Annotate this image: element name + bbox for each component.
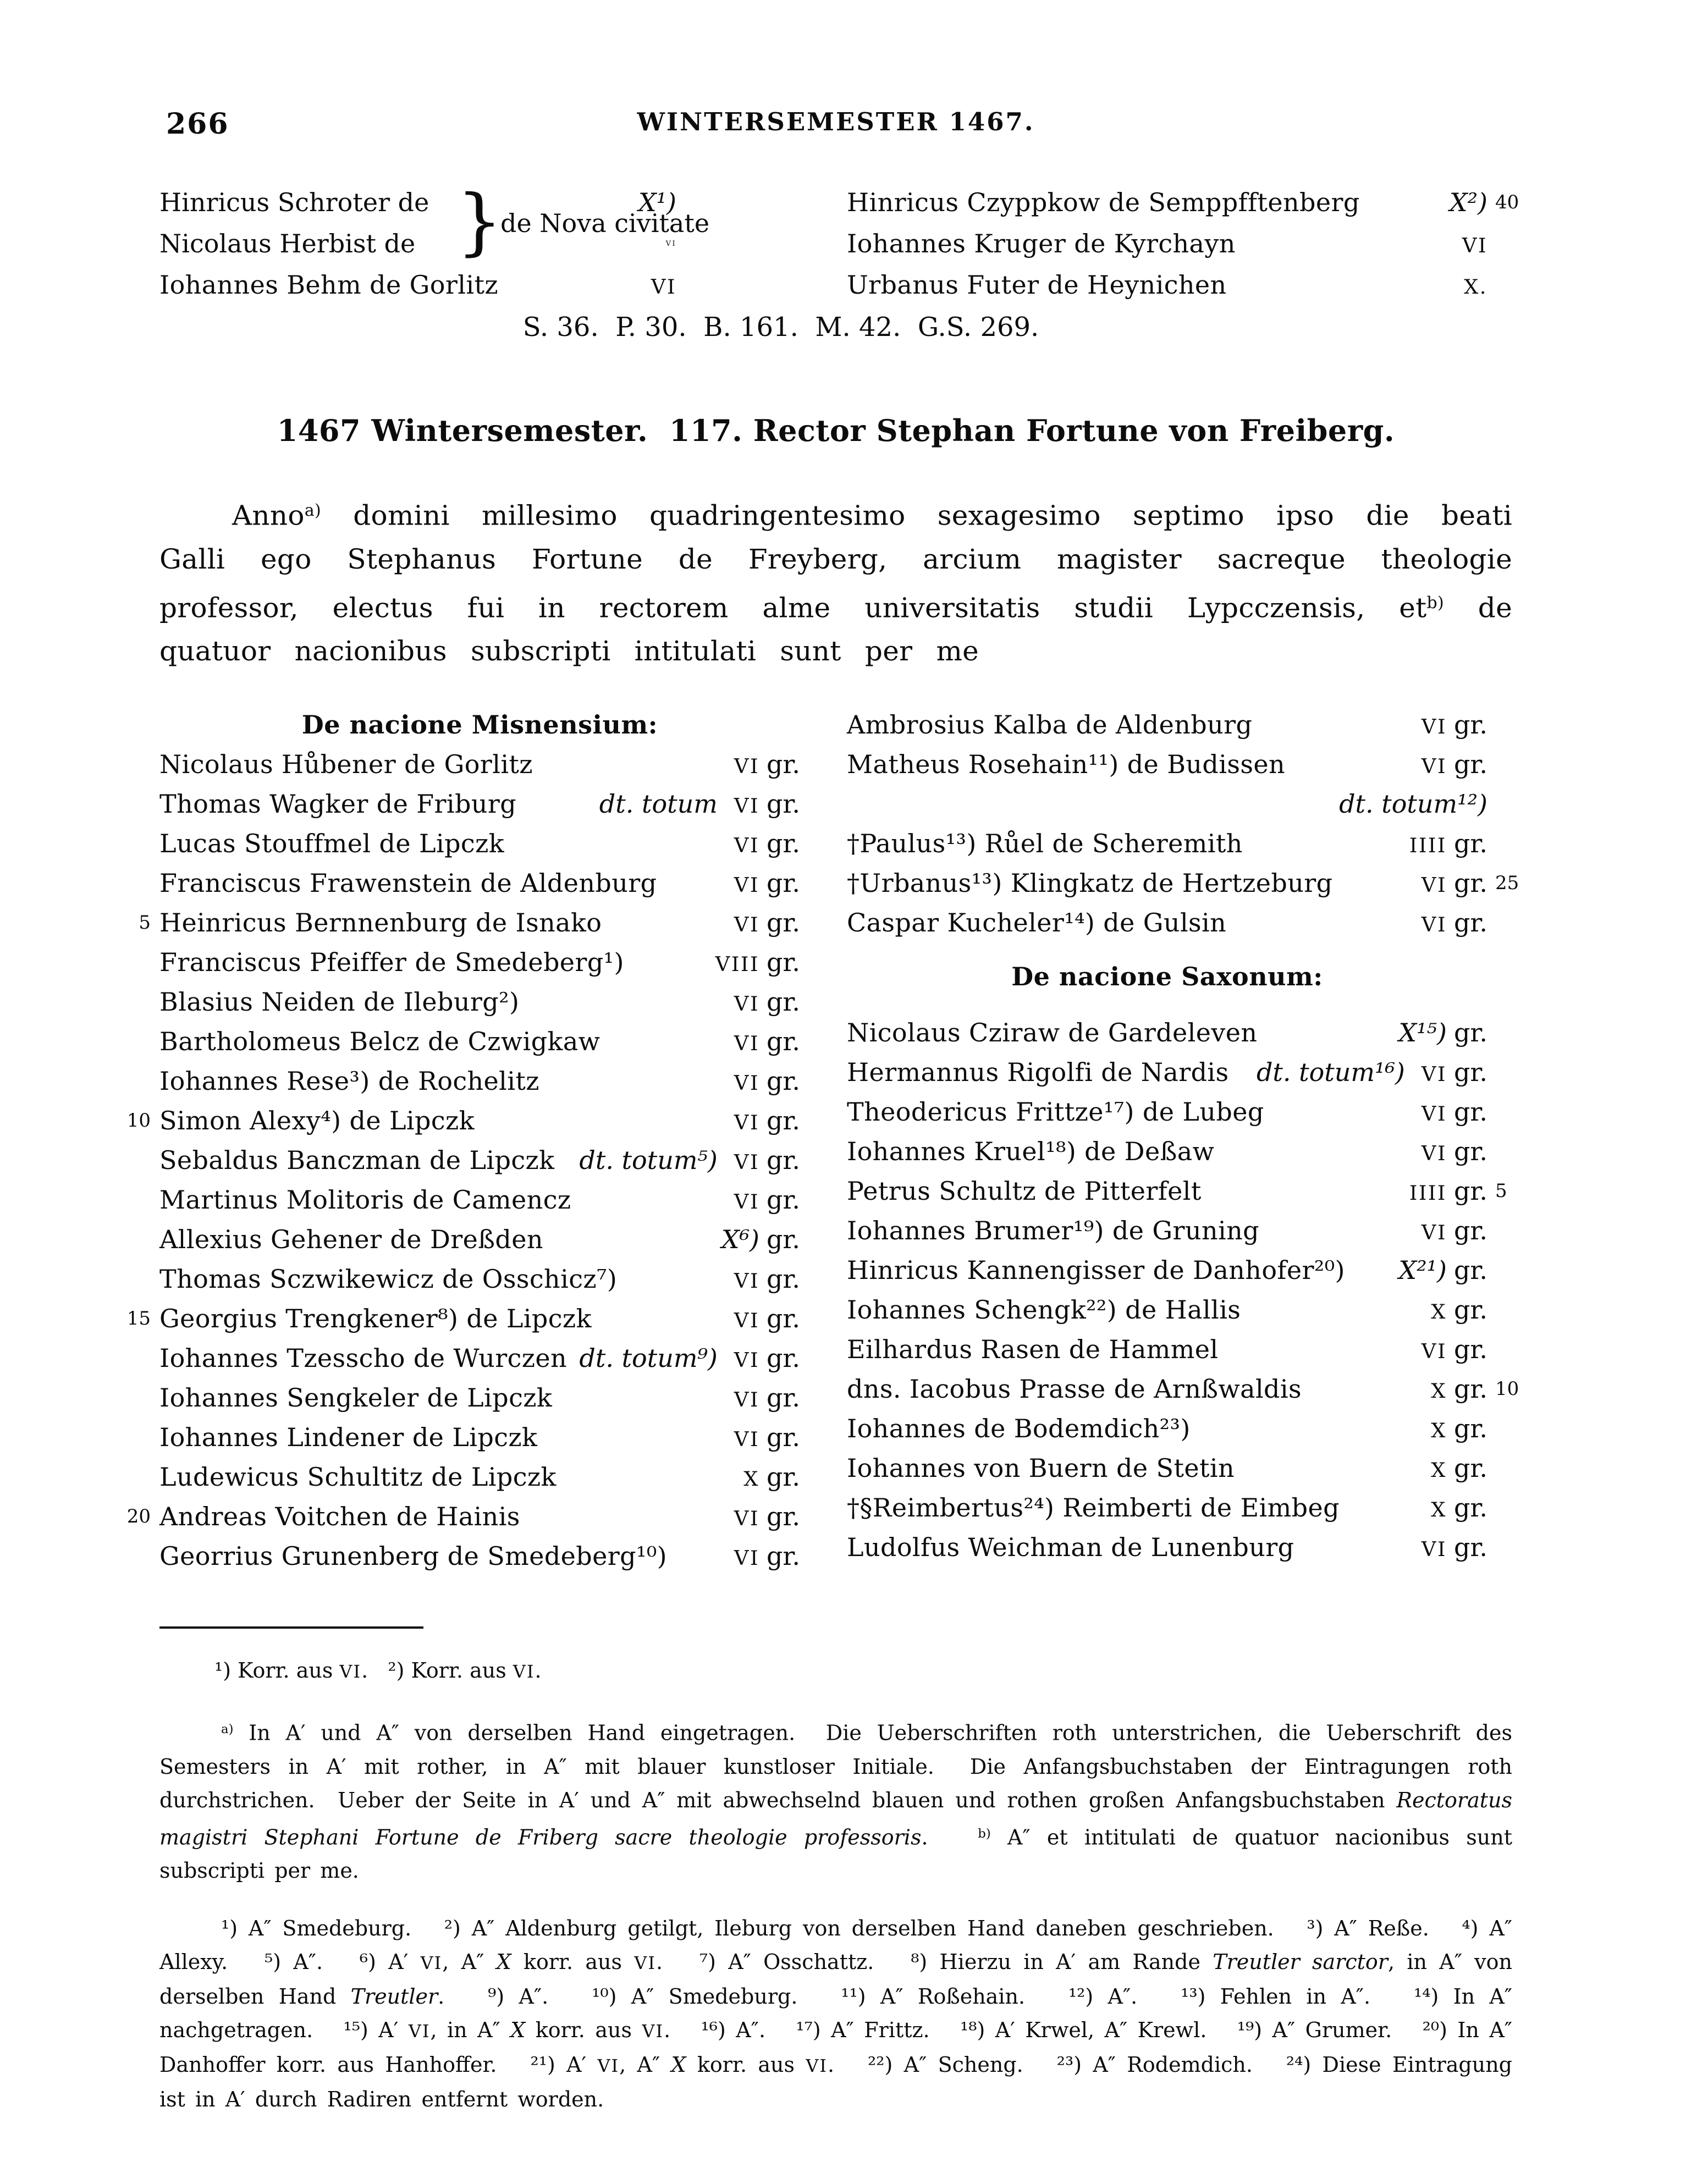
- payment-note: dt. totum⁵): [579, 1145, 718, 1175]
- margin-line-number: 15: [126, 1308, 151, 1330]
- register-entry: [847, 1409, 1487, 1448]
- margin-line-number: 10: [126, 1110, 151, 1132]
- register-entry: [159, 863, 800, 903]
- amount-unit: gr.: [766, 1027, 800, 1056]
- amount-unit: gr.: [766, 987, 800, 1017]
- register-entry: [847, 182, 1519, 223]
- margin-line-number: 25: [1495, 872, 1519, 894]
- amount-roman-numeral: VI: [734, 1546, 759, 1570]
- footnote-separator-rule: [159, 1626, 423, 1629]
- text-segment-sup: a): [221, 1722, 234, 1736]
- register-entry: [847, 705, 1487, 744]
- student-name: Nicolaus Herbist de: [159, 229, 416, 258]
- register-entry: [126, 1497, 800, 1536]
- amount-roman-numeral: VI: [734, 1150, 759, 1174]
- amount-unit: gr.: [1453, 1137, 1487, 1166]
- register-entry: [159, 1378, 800, 1418]
- text-segment-sc: VI: [597, 2055, 620, 2077]
- footnote-korr-line: ¹) Korr. aus VI. ²) Korr. aus VI.: [214, 1658, 542, 1683]
- student-name: Iohannes Brumer¹⁹) de Gruning: [847, 1216, 1259, 1245]
- amount-roman-numeral: X: [1431, 1458, 1447, 1482]
- text-segment-sc: VI: [634, 1953, 656, 1974]
- register-entry: [126, 1299, 800, 1338]
- text-segment-sc: VI: [642, 2021, 664, 2042]
- student-name: Allexius Gehener de Dreßden: [159, 1225, 543, 1254]
- text-segment-i: Treutler sarctor: [1213, 1950, 1388, 1975]
- amount-roman-numeral: VI: [734, 834, 759, 857]
- amount-roman-numeral: X: [1431, 1419, 1447, 1442]
- text-segment-i: Rectoratus magistri Stephani Fortune de Friberg sacre theologie professoris: [159, 1788, 1523, 1850]
- totals-line: S. 36. P. 30. B. 161. M. 42. G.S. 269.: [522, 312, 1039, 343]
- top-left-entries: [159, 264, 676, 306]
- register-entry: [159, 1338, 800, 1378]
- register-entry: [159, 1022, 800, 1061]
- amount-roman-numeral: VI: [1421, 754, 1447, 778]
- student-name: Caspar Kucheler¹⁴) de Gulsin: [847, 908, 1227, 937]
- amount-unit: gr.: [1453, 1295, 1487, 1325]
- student-name: Thomas Wagker de Friburg: [159, 789, 517, 819]
- amount-roman-numeral: VI: [1421, 1062, 1447, 1086]
- text-segment-sup: a): [304, 501, 322, 520]
- amount-unit: gr.: [766, 1462, 800, 1492]
- student-name: Sebaldus Banczman de Lipczk: [159, 1145, 555, 1175]
- student-name: Thomas Sczwikewicz de Osschicz⁷): [159, 1264, 618, 1294]
- text-segment-i: X: [671, 2053, 686, 2077]
- register-entry: [159, 1180, 800, 1220]
- margin-line-number: 10: [1495, 1378, 1519, 1400]
- student-name: Nicolaus Hůbener de Gorlitz: [159, 749, 533, 779]
- amount-unit: gr.: [1453, 1414, 1487, 1443]
- text-segment-sup: b): [978, 1826, 991, 1841]
- register-entry: [159, 1536, 800, 1576]
- misnensium-entries: [126, 744, 800, 1576]
- register-left-column: [126, 705, 800, 1576]
- amount-unit: gr.: [1453, 868, 1487, 898]
- register-entry: [159, 1418, 800, 1457]
- amount-unit: gr.: [1453, 1216, 1487, 1245]
- amount-unit: gr.: [766, 749, 800, 779]
- register-entry: [847, 1250, 1487, 1290]
- amount-roman-numeral: X¹): [638, 187, 676, 217]
- amount-roman-numeral: VI: [1421, 1102, 1447, 1126]
- amount-unit: gr.: [766, 1106, 800, 1135]
- text-segment-sup: b): [1426, 593, 1444, 613]
- student-name: Franciscus Frawenstein de Aldenburg: [159, 868, 657, 898]
- amount-unit: gr.: [1453, 1176, 1487, 1206]
- register-entry: [847, 1171, 1507, 1211]
- student-name: Iohannes Tzesscho de Wurczen: [159, 1343, 568, 1373]
- amount-roman-numeral: IIII: [1409, 1181, 1447, 1205]
- amount-roman-numeral: VI: [734, 1190, 759, 1214]
- amount-roman-numeral: VI: [1421, 873, 1447, 897]
- nation-heading-saxonum: De nacione Saxonum:: [1011, 962, 1323, 991]
- semester-heading: 1467 Wintersemester. 117. Rector Stephan Fortune von Freiberg.: [277, 413, 1395, 448]
- amount-unit: gr.: [766, 1185, 800, 1215]
- amount-unit: gr.: [1453, 1018, 1487, 1047]
- register-entry: [847, 1092, 1487, 1132]
- payment-note: dt. totum¹²): [1339, 789, 1487, 819]
- shared-place-name: de Nova civitate: [500, 208, 710, 238]
- student-name: Bartholomeus Belcz de Czwigkaw: [159, 1027, 600, 1056]
- text-segment-i: Treutler: [350, 1984, 438, 2009]
- student-name: dns. Iacobus Prasse de Arnßwaldis: [847, 1374, 1302, 1404]
- student-name: †Paulus¹³) Růel de Scheremith: [847, 829, 1243, 858]
- amount-roman-numeral: VI: [1421, 715, 1447, 738]
- text-segment-i: X: [510, 2018, 526, 2043]
- student-name: Nicolaus Cziraw de Gardeleven: [847, 1018, 1258, 1047]
- student-name: Simon Alexy⁴) de Lipczk: [159, 1106, 475, 1135]
- student-name: Martinus Molitoris de Camencz: [159, 1185, 571, 1215]
- student-name: Andreas Voitchen de Hainis: [159, 1502, 520, 1531]
- register-entry: [159, 1061, 800, 1101]
- amount-roman-numeral: VI: [734, 1032, 759, 1055]
- amount-roman-numeral: VI: [1462, 234, 1487, 257]
- register-entry: [847, 863, 1519, 903]
- register-entry: [159, 1259, 800, 1299]
- student-name: Blasius Neiden de Ileburg²): [159, 987, 520, 1017]
- amount-roman-numeral: X²): [1449, 187, 1487, 217]
- register-entry: [847, 903, 1487, 942]
- brace-glyph: }: [456, 179, 503, 264]
- amount-roman-numeral: VI: [734, 754, 759, 778]
- amount-roman-numeral: VI: [734, 913, 759, 936]
- amount-roman-numeral: VI: [734, 873, 759, 897]
- register-entry: [139, 903, 800, 942]
- student-name: Ludewicus Schultitz de Lipczk: [159, 1462, 557, 1492]
- text-segment-sc: VI: [408, 2021, 431, 2042]
- text-segment-sc: VI: [513, 1661, 535, 1682]
- footnote-a-b: $^{a)}$ In A′ und A″ von derselben Hand eingetragen. Die Ueberschriften roth unterstrichen, die Ueberschrift des Semesters in A′ mit rother, in A″ mit blauer kunstloser Initiale. Die Anfangsbuchstaben der Eintragungen roth durchstrichen. Ueber der Seite in A′ und A″ mit abwechselnd blauen und rothen großen Anfangsbuchstaben Rectoratus magistri Stephani Fortune de Friberg sacre theologie professoris. $^{b)}$ A″ et intitulati de quatuor nacionibus sunt subscripti per me.: [159, 1720, 1523, 1883]
- student-name: Iohannes von Buern de Stetin: [847, 1453, 1235, 1483]
- student-name: Petrus Schultz de Pitterfelt: [847, 1176, 1202, 1206]
- amount-roman-numeral: VI: [734, 1269, 759, 1293]
- amount-unit: gr.: [766, 947, 800, 977]
- amount-unit: gr.: [1453, 829, 1487, 858]
- register-entry: [159, 982, 800, 1022]
- amount-roman-numeral: VI: [734, 992, 759, 1016]
- amount-unit: gr.: [1453, 1532, 1487, 1562]
- student-name: Eilhardus Rasen de Hammel: [847, 1334, 1219, 1364]
- register-entry: [159, 784, 800, 824]
- top-right-entries: [847, 182, 1519, 306]
- amount-roman-numeral: VI: [734, 1507, 759, 1530]
- student-name: Iohannes de Bodemdich²³): [847, 1414, 1191, 1443]
- amount-roman-numeral: VI: [734, 794, 759, 818]
- amount-unit: gr.: [1453, 1255, 1487, 1285]
- amount-roman-numeral: X⁶): [721, 1225, 759, 1254]
- register-entry: [847, 1132, 1487, 1171]
- amount-roman-numeral: VI: [734, 1111, 759, 1134]
- student-name: Lucas Stouffmel de Lipczk: [159, 829, 505, 858]
- student-name: Hinricus Czyppkow de Semppfftenberg: [847, 187, 1360, 217]
- footnotes-numbered: ¹) A″ Smedeburg. ²) A″ Aldenburg getilgt, Ileburg von derselben Hand daneben geschrieben. ³) A″ Reße. ⁴) A″ Allexy. ⁵) A″. ⁶) A′ VI, A″ X korr. aus VI. ⁷) A″ Osschattz. ⁸) Hierzu in A′ am Rande Treutler sarctor, in A″ von derselben Hand Treutler. ⁹) A″. ¹⁰) A″ Smedeburg. ¹¹) A″ Roßehain. ¹²) A″. ¹³) Fehlen in A″. ¹⁴) In A″ nachgetragen. ¹⁵) A′ VI, in A″ X korr. aus VI. ¹⁶) A″. ¹⁷) A″ Frittz. ¹⁸) A′ Krwel, A″ Krewl. ¹⁹) A″ Grumer. ²⁰) In A″ Danhoffer korr. aus Hanhoffer. ²¹) A′ VI, A″ X korr. aus VI. ²²) A″ Scheng. ²³) A″ Rodemdich. ²⁴) Diese Eintragung ist in A′ durch Radiren entfernt worden.: [159, 1916, 1523, 2112]
- student-name: Iohannes Rese³) de Rochelitz: [159, 1066, 539, 1096]
- register-entry: [847, 1052, 1487, 1092]
- student-name: Heinricus Bernnenburg de Isnako: [159, 908, 602, 937]
- amount-unit: gr.: [766, 789, 800, 819]
- student-name: Hinricus Kannengisser de Danhofer²⁰): [847, 1255, 1345, 1285]
- register-entry: [159, 824, 800, 863]
- brace-group: [159, 179, 710, 264]
- amount-unit: gr.: [766, 1343, 800, 1373]
- student-name: Matheus Rosehain¹¹) de Budissen: [847, 749, 1286, 779]
- amount-unit: gr.: [1453, 1097, 1487, 1127]
- register-entry: [847, 784, 1487, 824]
- running-header: WINTERSEMESTER 1467.: [637, 107, 1035, 136]
- student-name: Iohannes Schengk²²) de Hallis: [847, 1295, 1241, 1325]
- amount-roman-numeral: IIII: [1409, 834, 1447, 857]
- register-entry: [159, 744, 800, 784]
- margin-line-number: 5: [1495, 1180, 1507, 1202]
- register-entry: [847, 744, 1487, 784]
- register-entry: [847, 1290, 1487, 1330]
- amount-roman-numeral: X.: [1464, 275, 1487, 299]
- amount-unit: gr.: [1453, 710, 1487, 740]
- student-name: Iohannes Lindener de Lipczk: [159, 1422, 538, 1452]
- student-name: †§Reimbertus²⁴) Reimberti de Eimbeg: [847, 1493, 1340, 1523]
- student-name: Hinricus Schroter de: [159, 187, 429, 217]
- previous-semester-tail: [159, 179, 1519, 348]
- payment-note: dt. totum⁹): [579, 1343, 718, 1373]
- student-name: Georrius Grunenberg de Smedeberg¹⁰): [159, 1541, 668, 1571]
- amount-roman-numeral: X: [1431, 1498, 1447, 1521]
- amount-unit: gr.: [766, 1066, 800, 1096]
- amount-unit: gr.: [1453, 1334, 1487, 1364]
- amount-roman-numeral: X: [1431, 1379, 1447, 1403]
- amount-unit: gr.: [766, 829, 800, 858]
- amount-roman-numeral: VI: [665, 240, 676, 248]
- register-entry: [847, 1211, 1487, 1250]
- student-name: Theodericus Frittze¹⁷) de Lubeg: [847, 1097, 1264, 1127]
- text-segment-i: X: [496, 1950, 511, 1975]
- saxonum-entries: [847, 1013, 1519, 1567]
- student-name: Iohannes Kruger de Kyrchayn: [847, 229, 1236, 258]
- amount-unit: gr.: [1453, 1057, 1487, 1087]
- amount-unit: gr.: [1453, 908, 1487, 937]
- amount-unit: gr.: [766, 1145, 800, 1175]
- top-left-column: [159, 179, 710, 306]
- amount-unit: gr.: [1453, 1493, 1487, 1523]
- amount-unit: gr.: [766, 868, 800, 898]
- rector-intro-paragraph: Anno$^{a)}$ domini millesimo quadringentesimo sexagesimo septimo ipso die beati Galli ego Stephanus Fortune de Freyberg, arcium magister sacreque theologie professor, electus fui in rectorem alme universitatis studii Lypcczensis, $et^{b)}$ de quatuor nacionibus subscripti intitulati sunt per me: [159, 499, 1512, 667]
- text-segment-sc: VI: [339, 1661, 362, 1682]
- amount-roman-numeral: VI: [1421, 1537, 1447, 1561]
- nation-heading-misnensium: De nacione Misnensium:: [301, 710, 658, 740]
- student-name: Urbanus Futer de Heynichen: [847, 270, 1227, 300]
- amount-roman-numeral: VI: [651, 275, 676, 299]
- amount-unit: gr.: [766, 1225, 800, 1254]
- margin-line-number: 40: [1495, 191, 1519, 213]
- text-segment-sc: VI: [420, 1953, 443, 1974]
- amount-unit: gr.: [766, 908, 800, 937]
- amount-roman-numeral: VI: [734, 1348, 759, 1372]
- text-segment-sc: VI: [806, 2055, 828, 2077]
- page-header: [159, 107, 1512, 151]
- register-entry: [159, 1140, 800, 1180]
- amount-unit: gr.: [766, 1383, 800, 1413]
- amount-unit: gr.: [766, 1264, 800, 1294]
- payment-note: dt. totum¹⁶): [1256, 1057, 1405, 1087]
- register-entry: [159, 1457, 800, 1497]
- amount-unit: gr.: [1453, 1374, 1487, 1404]
- payment-note: dt. totum: [599, 789, 718, 819]
- matriculation-register: [126, 705, 1519, 1576]
- register-entry: [847, 223, 1487, 264]
- amount-roman-numeral: X: [743, 1467, 759, 1491]
- amount-unit: gr.: [1453, 749, 1487, 779]
- amount-roman-numeral: VI: [1421, 1141, 1447, 1165]
- amount-roman-numeral: VI: [734, 1388, 759, 1411]
- amount-unit: gr.: [766, 1422, 800, 1452]
- register-entry: [847, 1330, 1487, 1369]
- register-entry: [847, 1527, 1487, 1567]
- amount-roman-numeral: VI: [1421, 1339, 1447, 1363]
- amount-roman-numeral: X²¹): [1398, 1255, 1447, 1285]
- amount-roman-numeral: VI: [734, 1309, 759, 1332]
- student-name: Ludolfus Weichman de Lunenburg: [847, 1532, 1294, 1562]
- amount-unit: gr.: [1453, 1453, 1487, 1483]
- amount-unit: gr.: [766, 1541, 800, 1571]
- misnensium-entries-continued: [847, 705, 1519, 942]
- student-name: Iohannes Sengkeler de Lipczk: [159, 1383, 553, 1413]
- register-entry: [847, 1448, 1487, 1488]
- register-entry: [126, 1101, 800, 1140]
- page-number: 266: [166, 107, 229, 141]
- student-name: Iohannes Behm de Gorlitz: [159, 270, 498, 300]
- register-entry: [159, 1220, 800, 1259]
- amount-unit: gr.: [766, 1304, 800, 1333]
- student-name: Ambrosius Kalba de Aldenburg: [847, 710, 1253, 740]
- register-entry: [159, 942, 800, 982]
- register-entry: [159, 264, 676, 306]
- student-name: Hermannus Rigolfi de Nardis: [847, 1057, 1229, 1087]
- student-name: Franciscus Pfeiffer de Smedeberg¹): [159, 947, 624, 977]
- register-entry: [847, 1369, 1519, 1409]
- amount-roman-numeral: VIII: [715, 952, 759, 976]
- amount-roman-numeral: VI: [734, 1071, 759, 1095]
- student-name: Georgius Trengkener⁸) de Lipczk: [159, 1304, 592, 1333]
- register-entry: [847, 1013, 1487, 1052]
- amount-roman-numeral: VI: [1421, 1221, 1447, 1244]
- register-entry: [847, 264, 1487, 306]
- amount-unit: gr.: [766, 1502, 800, 1531]
- amount-roman-numeral: X: [1431, 1300, 1447, 1323]
- register-entry: [847, 1488, 1487, 1527]
- amount-roman-numeral: VI: [734, 1427, 759, 1451]
- amount-roman-numeral: X¹⁵): [1398, 1018, 1447, 1047]
- register-right-column: [847, 705, 1519, 1576]
- student-name: †Urbanus¹³) Klingkatz de Hertzeburg: [847, 868, 1333, 898]
- margin-line-number: 20: [126, 1505, 151, 1527]
- register-entry: [847, 824, 1487, 863]
- amount-roman-numeral: VI: [1421, 913, 1447, 936]
- margin-line-number: 5: [139, 912, 151, 934]
- student-name: Iohannes Kruel¹⁸) de Deßaw: [847, 1137, 1215, 1166]
